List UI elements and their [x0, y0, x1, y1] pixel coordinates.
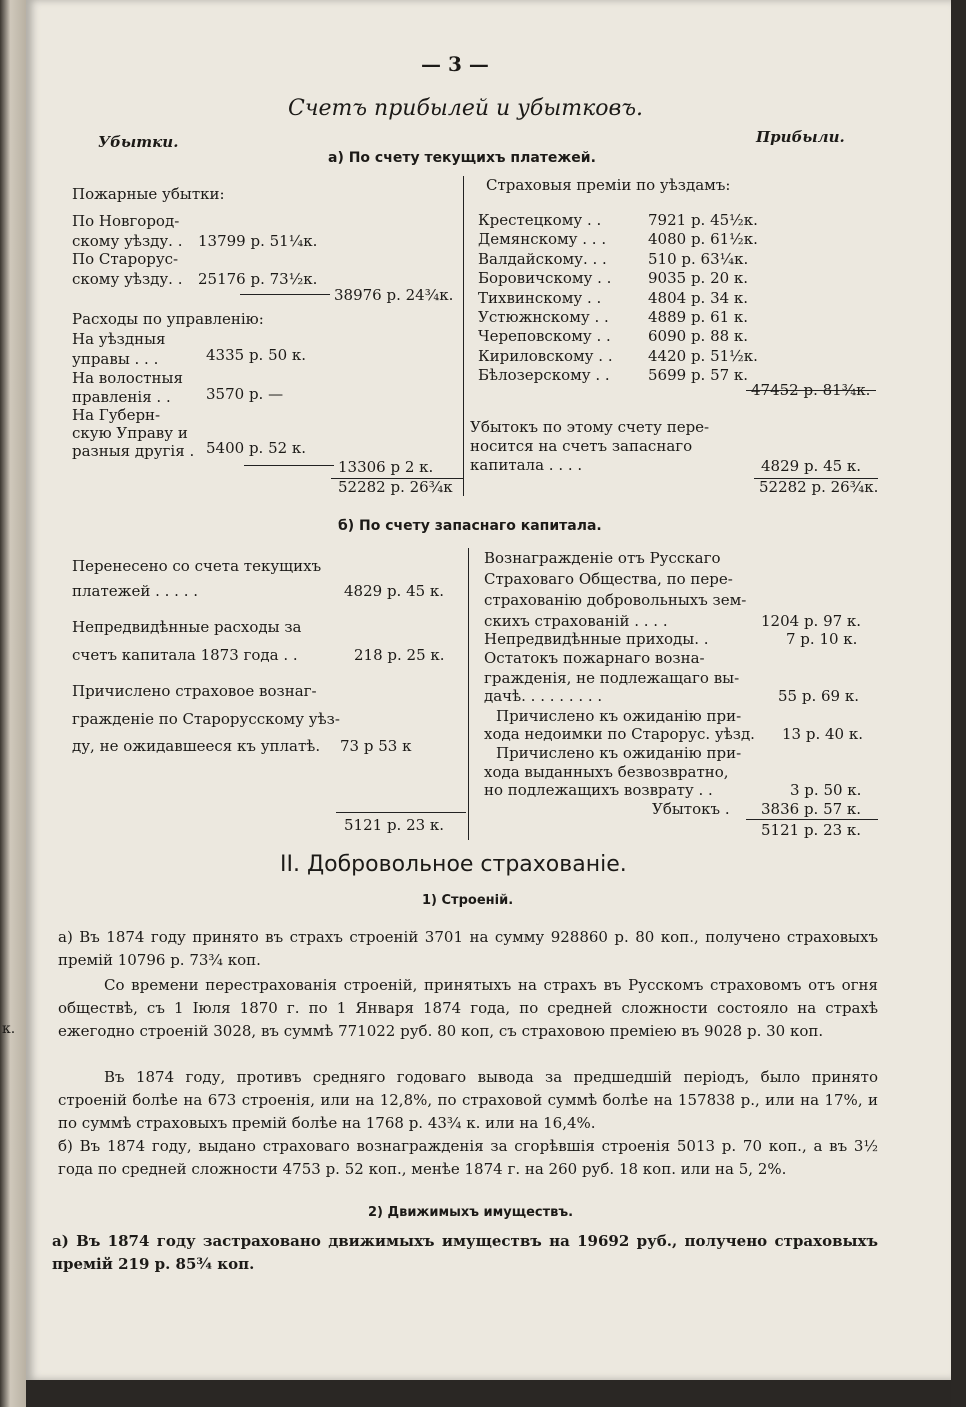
- loss-text-3: капитала . . . .: [470, 456, 583, 474]
- uezd-value: 4335 р. 50 к.: [206, 346, 307, 364]
- premium-row: [478, 250, 878, 269]
- b-right-r5-3: но подлежащихъ возврату . .: [484, 781, 713, 799]
- novgorod-label-1: По Новгород-: [72, 212, 180, 230]
- b-right-r3-3: дачѣ. . . . . . . . .: [484, 687, 603, 705]
- uezd-label-2: управы . . .: [72, 350, 159, 368]
- premium-district: Демянскому . . .: [478, 230, 607, 249]
- uezd-label-1: На уѣздныя: [72, 330, 166, 348]
- b-right-r4-2: хода недоимки по Старорус. уѣзд.: [484, 725, 755, 743]
- subtotal-rule: [240, 294, 330, 295]
- starorus-label-2: скому уѣзду. .: [72, 270, 183, 288]
- b-right-total: 5121 р. 23 к.: [761, 821, 862, 839]
- premium-value: 4804 р. 34 к.: [648, 288, 749, 307]
- total-rule: [336, 812, 466, 813]
- premium-value: 4420 р. 51½к.: [648, 346, 758, 365]
- b-right-r5-1: Причислено къ ожиданію при-: [496, 744, 742, 762]
- premium-value: 4889 р. 61 к.: [648, 308, 749, 326]
- b-right-r3-value: 55 р. 69 к.: [778, 687, 859, 705]
- b-right-loss-label: Убытокъ .: [652, 800, 730, 818]
- document-page: [2, 0, 951, 1380]
- premium-value: 4080 р. 61½к.: [648, 230, 758, 249]
- premium-row: [478, 347, 878, 366]
- fire-total: 38976 р. 24¾к.: [334, 286, 454, 304]
- novgorod-value: 13799 р. 51¼к.: [198, 232, 318, 250]
- gub-label-2: скую Управу и: [72, 424, 188, 442]
- premium-district: Бѣлозерскому . .: [478, 366, 610, 385]
- premium-district: Кириловскому . .: [478, 346, 613, 365]
- scan-border: [951, 0, 966, 1407]
- premium-district: Крестецкому . .: [478, 211, 602, 229]
- b-right-r1-4: скихъ страхованій . . . .: [484, 612, 668, 630]
- premium-district: Боровичскому . .: [478, 269, 612, 288]
- b-left-p3-3: ду, не ожидавшееся къ уплатѣ.: [72, 737, 321, 755]
- loss-value: 4829 р. 45 к.: [761, 457, 862, 475]
- para-b: б) Въ 1874 году, выдано страховаго вознагражденія за сгорѣвшія строенія 5013 р. 70 коп., а въ 3½ года по средней сложности 4753 р. 52 коп., менѣе 1874 г. на 260 руб. 18 коп. или на 5, 2%.: [58, 1137, 878, 1178]
- volost-value: 3570 р. —: [206, 385, 284, 403]
- premium-row: [478, 211, 878, 230]
- starorus-label-1: По Старорус-: [72, 250, 179, 268]
- margin-mark: к.: [2, 1021, 16, 1037]
- binding-edge: [0, 0, 26, 1407]
- premium-value: 5699 р. 57 к.: [648, 366, 749, 385]
- b-left-p3-2: гражденіе по Старорусскому уѣз-: [72, 710, 340, 728]
- premium-row: [478, 230, 878, 249]
- fire-heading: Пожарные убытки:: [72, 185, 225, 203]
- loss-text-1: Убытокъ по этому счету пере-: [470, 418, 710, 436]
- premium-district: Тихвинскому . .: [478, 288, 602, 307]
- premium-district: Валдайскому. . .: [478, 249, 607, 268]
- premium-row: [478, 269, 878, 288]
- account-title: Счетъ прибылей и убытковъ.: [288, 96, 643, 121]
- premium-row: [478, 308, 878, 327]
- premium-row: [478, 327, 878, 346]
- b-left-p1-2: платежей . . . . .: [72, 582, 198, 600]
- premium-value: 6090 р. 88 к.: [648, 327, 749, 346]
- b-right-r3-2: гражденія, не подлежащаго вы-: [484, 669, 740, 687]
- premium-district: Череповскому . .: [478, 327, 611, 346]
- gub-label-3: разныя другія .: [72, 442, 195, 460]
- gub-label-1: На Губерн-: [72, 406, 161, 424]
- b-right-r2-value: 7 р. 10 к.: [786, 630, 858, 648]
- subtotal-rule: [244, 465, 334, 466]
- profits-label: Прибыли.: [756, 128, 845, 146]
- premium-value: 9035 р. 20 к.: [648, 269, 749, 288]
- page-number: — 3 —: [421, 52, 489, 76]
- para-2: Со времени перестрахованія строеній, принятыхъ на страхъ въ Русскомъ страховомъ отъ огня обществѣ, съ 1 Іюля 1870 г. по 1 Января 1874 года, по средней сложности состояло на страхѣ ежегодно строеній 3028, въ суммѣ 771022 руб. 80 коп, съ страховою преміею въ 9028 р. 30 коп.: [58, 976, 878, 1040]
- b-left-p1-value: 4829 р. 45 к.: [344, 582, 445, 600]
- b-right-loss-value: 3836 р. 57 к.: [761, 800, 862, 818]
- losses-grand-total: 52282 р. 26¾к: [338, 478, 453, 496]
- section-ii-sub2: 2) Движимыхъ имуществъ.: [368, 1205, 574, 1220]
- total-rule: [746, 819, 878, 820]
- b-right-r1-3: страхованію добровольныхъ зем-: [484, 591, 747, 609]
- admin-total: 13306 р 2 к.: [338, 458, 434, 476]
- premiums-heading: Страховыя преміи по уѣздамъ:: [486, 176, 731, 194]
- column-divider-a: [463, 176, 464, 496]
- premium-value: 7921 р. 45½к.: [648, 211, 758, 229]
- gub-value: 5400 р. 52 к.: [206, 439, 307, 457]
- premium-district: Устюжнскому . .: [478, 308, 609, 326]
- b-left-p2-2: счетъ капитала 1873 года . .: [72, 646, 298, 664]
- b-right-r4-1: Причислено къ ожиданію при-: [496, 707, 742, 725]
- losses-label: Убытки.: [98, 133, 179, 151]
- novgorod-label-2: скому уѣзду. .: [72, 232, 183, 250]
- b-right-r2-1: Непредвидѣнные приходы. .: [484, 630, 709, 648]
- volost-label-2: правленія . .: [72, 388, 171, 406]
- para-c: а) Въ 1874 году застраховано движимыхъ имуществъ на 19692 руб., получено страховыхъ премій 219 р. 85¾ коп.: [52, 1232, 878, 1273]
- b-right-r3-1: Остатокъ пожарнаго возна-: [484, 649, 705, 667]
- b-left-total: 5121 р. 23 к.: [344, 816, 445, 834]
- b-left-p2-1: Непредвидѣнные расходы за: [72, 618, 302, 636]
- premium-row: [478, 289, 878, 308]
- b-right-r1-1: Вознагражденіе отъ Русскаго: [484, 549, 721, 567]
- section-a-heading: а) По счету текущихъ платежей.: [328, 150, 596, 166]
- section-ii-sub1: 1) Строеній.: [422, 893, 514, 908]
- loss-text-2: носится на счетъ запаснаго: [470, 437, 693, 455]
- para-a: а) Въ 1874 году принято въ страхъ строеній 3701 на сумму 928860 р. 80 коп., получено страховыхъ премій 10796 р. 73¾ коп.: [58, 928, 878, 969]
- starorus-value: 25176 р. 73½к.: [198, 270, 318, 288]
- b-right-r5-value: 3 р. 50 к.: [790, 781, 862, 799]
- admin-heading: Расходы по управленію:: [72, 310, 264, 328]
- para-3: Въ 1874 году, противъ средняго годоваго вывода за предшедшій періодъ, было принято строеній болѣе на 673 строенія, или на 12,8%, по страховой суммѣ болѣе на 157838 р., или на 17%, и по суммѣ страховыхъ премій болѣе на 1768 р. 43¾ к. или на 16,4%.: [58, 1068, 878, 1132]
- section-ii-heading: II. Добровольное страхованіе.: [280, 852, 627, 877]
- b-right-r4-value: 13 р. 40 к.: [782, 725, 863, 743]
- volost-label-1: На волостныя: [72, 369, 183, 387]
- b-left-p3-value: 73 р 53 к: [340, 737, 412, 755]
- column-divider-b: [468, 548, 469, 840]
- b-right-r1-value: 1204 р. 97 к.: [761, 612, 862, 630]
- b-right-r5-2: хода выданныхъ безвозвратно,: [484, 763, 729, 781]
- b-left-p1-1: Перенесено со счета текущихъ: [72, 557, 322, 575]
- premiums-total: 47452 р. 81¾к.: [751, 381, 871, 399]
- profits-grand-total: 52282 р. 26¾к.: [759, 478, 879, 496]
- section-b-heading: б) По счету запаснаго капитала.: [338, 518, 602, 534]
- b-left-p2-value: 218 р. 25 к.: [354, 646, 445, 664]
- b-right-r1-2: Страховаго Общества, по пере-: [484, 570, 733, 588]
- premium-value: 510 р. 63¼к.: [648, 249, 749, 268]
- b-left-p3-1: Причислено страховое вознаг-: [72, 682, 317, 700]
